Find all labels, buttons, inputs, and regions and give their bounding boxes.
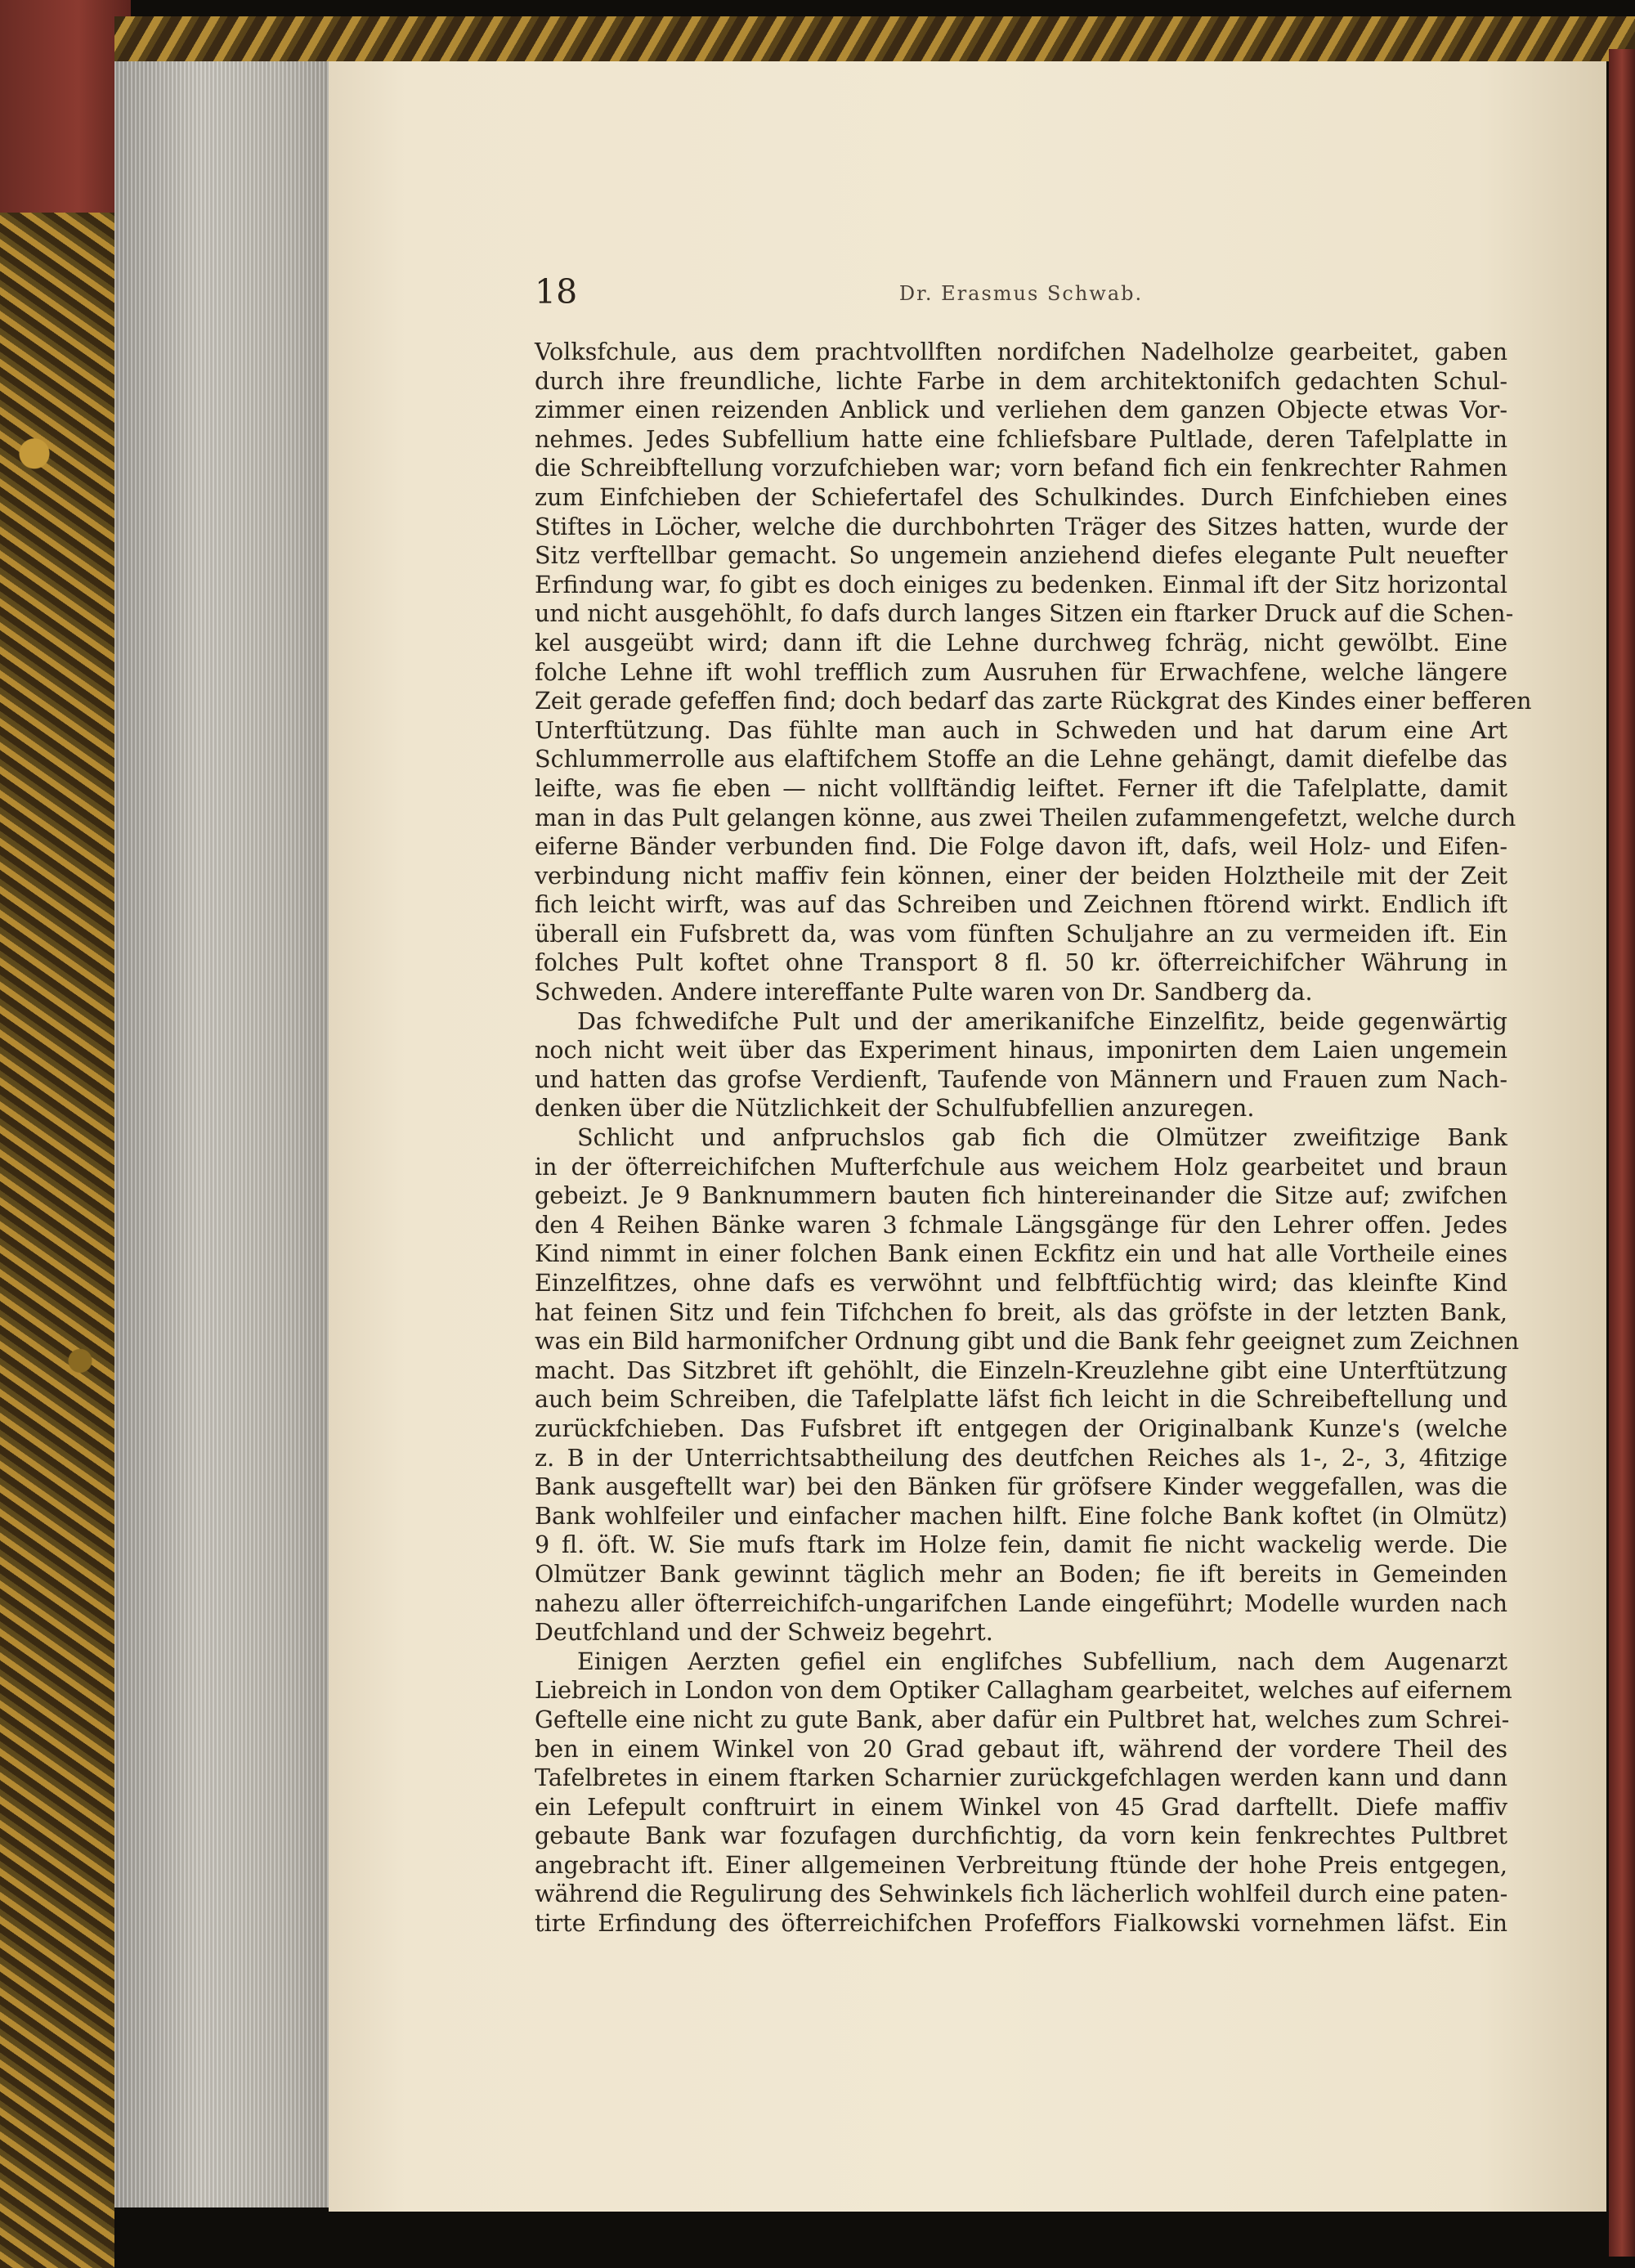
text-line: nahezu aller öfterreichifch-ungarifchen Lande eingeführt; Modelle wurden nach (535, 1589, 1507, 1617)
text-line: verbindung nicht maffiv fein können, einer der beiden Holztheile mit der Zeit (535, 861, 1507, 890)
text-line: Geftelle eine nicht zu gute Bank, aber dafür ein Pultbret hat, welches zum Schrei- (535, 1705, 1510, 1733)
text-line: was ein Bild harmonifcher Ordnung gibt und die Bank fehr geeignet zum Zeichnen (535, 1327, 1520, 1356)
text-line: Sitz verftellbar gemacht. So ungemein anziehend diefes elegante Pult neuefter (535, 541, 1507, 570)
text-line: überall ein Fufsbrett da, was vom fünften Schuljahre an zu vermeiden ift. Ein (535, 919, 1507, 948)
text-line: und nicht ausgehöhlt, fo dafs durch langes Sitzen ein ftarker Druck auf die Schen- (535, 599, 1514, 628)
book-cover-marbled-left (0, 0, 114, 2268)
running-head: Dr. Erasmus Schwab. (898, 282, 1144, 305)
text-line: während die Regulirung des Sehwinkels fich lächerlich wohlfeil durch eine paten- (535, 1880, 1508, 1908)
text-line: Schweden. Andere intereffante Pulte waren von Dr. Sandberg da. (535, 978, 1313, 1006)
page-header (535, 272, 1507, 329)
text-line: 9 fl. öft. W. Sie mufs ftark im Holze fein, damit fie nicht wackelig werde. Die (535, 1531, 1507, 1559)
text-line: gebaute Bank war fozufagen durchfichtig, da vorn kein fenkrechtes Pultbret (535, 1822, 1507, 1850)
text-line: die Schreibftellung vorzufchieben war; vorn befand fich ein fenkrechter Rahmen (535, 454, 1507, 482)
page-edges-stack (114, 61, 329, 2207)
text-line: noch nicht weit über das Experiment hinaus, imponirten dem Laien ungemein (535, 1036, 1507, 1065)
text-line: Stiftes in Löcher, welche die durchbohrten Träger des Sitzes hatten, wurde der (535, 512, 1507, 540)
text-line: ein Lefepult conftruirt in einem Winkel von 45 Grad darftellt. Diefe maffiv (535, 1792, 1507, 1821)
text-line: gebeizt. Je 9 Banknummern bauten fich hintereinander die Sitze auf; zwifchen (535, 1181, 1507, 1210)
text-line: nehmes. Jedes Subfellium hatte eine fchliefsbare Pultlade, deren Tafelplatte in (535, 424, 1507, 453)
text-line: Deutfchland und der Schweiz begehrt. (535, 1618, 993, 1647)
text-line: zimmer einen reizenden Anblick und verliehen dem ganzen Objecte etwas Vor- (535, 396, 1507, 424)
text-line: Olmützer Bank gewinnt täglich mehr an Boden; fie ift bereits in Gemeinden (535, 1559, 1507, 1588)
text-line: Bank wohlfeiler und einfacher machen hilft. Eine folche Bank koftet (in Olmütz) (535, 1501, 1507, 1530)
text-line: Einigen Aerzten gefiel ein englifches Subfellium, nach dem Augenarzt (577, 1647, 1507, 1675)
page-number: 18 (535, 272, 578, 312)
text-line: durch ihre freundliche, lichte Farbe in dem architektonifch gedachten Schul- (535, 366, 1507, 395)
text-line: Liebreich in London von dem Optiker Callagham gearbeitet, welches auf eifernem (535, 1676, 1512, 1705)
text-line: Unterftützung. Das fühlte man auch in Schweden und hat darum eine Art (535, 715, 1507, 744)
text-line: den 4 Reihen Bänke waren 3 fchmale Längsgänge für den Lehrer offen. Jedes (535, 1210, 1507, 1239)
book-cover-right (1609, 49, 1635, 2257)
text-line: Zeit gerade gefeffen find; doch bedarf das zarte Rückgrat des Kindes einer befferen (535, 687, 1532, 715)
text-line: fich leicht wirft, was auf das Schreiben und Zeichnen ftörend wirkt. Endlich ift (535, 890, 1507, 919)
text-line: macht. Das Sitzbret ift gehöhlt, die Einzeln-Kreuzlehne gibt eine Unterftützung (535, 1356, 1507, 1384)
text-line: ben in einem Winkel von 20 Grad gebaut ift, während der vordere Theil des (535, 1734, 1507, 1763)
text-line: Kind nimmt in einer folchen Bank einen Eckfitz ein und hat alle Vortheile eines (535, 1239, 1507, 1268)
text-line: folches Pult koftet ohne Transport 8 fl. 50 kr. öfterreichifcher Währung in (535, 948, 1507, 977)
text-line: Schlicht und anfpruchslos gab fich die Olmützer zweifitzige Bank (577, 1123, 1507, 1152)
body-text (535, 338, 1532, 1939)
text-line: Bank ausgeftellt war) bei den Bänken für gröfsere Kinder weggefallen, was die (535, 1472, 1507, 1501)
text-line: Schlummerrolle aus elaftifchem Stoffe an die Lehne gehängt, damit diefelbe das (535, 745, 1507, 773)
text-line: tirte Erfindung des öfterreichifchen Profeffors Fialkowski vornehmen läfst. Ein (535, 1909, 1507, 1938)
text-line: Volksfchule, aus dem prachtvollften nordifchen Nadelholze gearbeitet, gaben (535, 338, 1507, 365)
text-line: und hatten das grofse Verdienft, Taufende von Männern und Frauen zum Nach- (535, 1065, 1507, 1093)
text-line: man in das Pult gelangen könne, aus zwei Theilen zufammengefetzt, welche durch (535, 803, 1516, 831)
text-line: Tafelbretes in einem ftarken Scharnier zurückgefchlagen werden kann und dann (535, 1764, 1507, 1792)
book-page (329, 61, 1606, 2212)
text-line: kel ausgeübt wird; dann ift die Lehne durchweg fchräg, nicht gewölbt. Eine (535, 628, 1507, 657)
text-line: angebracht ift. Einer allgemeinen Verbreitung ftünde der hohe Preis entgegen, (535, 1850, 1507, 1879)
text-line: zum Einfchieben der Schiefertafel des Schulkindes. Durch Einfchieben eines (535, 482, 1507, 511)
text-line: leifte, was fie eben — nicht vollftändig leiftet. Ferner ift die Tafelplatte, damit (535, 773, 1507, 802)
text-line: zurückfchieben. Das Fufsbret ift entgegen der Originalbank Kunze's (welche (535, 1414, 1507, 1442)
text-line: hat feinen Sitz und fein Tifchchen fo breit, als das gröfste in der letzten Bank, (535, 1298, 1507, 1326)
book-cover-marbled-top (114, 16, 1635, 61)
text-line: folche Lehne ift wohl trefflich zum Ausruhen für Erwachfene, welche längere (535, 657, 1507, 686)
text-line: eiferne Bänder verbunden find. Die Folge davon ift, dafs, weil Holz- und Eifen- (535, 832, 1507, 861)
text-line: z. B in der Unterrichtsabtheilung des deutfchen Reiches als 1-, 2-, 3, 4fitzige (535, 1443, 1507, 1472)
book-cover-corner (0, 0, 131, 213)
text-line: Einzelfitzes, ohne dafs es verwöhnt und felbftfüchtig wird; das kleinfte Kind (535, 1269, 1507, 1297)
text-line: denken über die Nützlichkeit der Schulfubfellien anzuregen. (535, 1094, 1255, 1123)
text-line: Erfindung war, fo gibt es doch einiges zu bedenken. Einmal ift der Sitz horizontal (535, 570, 1507, 598)
text-line: in der öfterreichifchen Mufterfchule aus weichem Holz gearbeitet und braun (535, 1152, 1507, 1181)
text-line: auch beim Schreiben, die Tafelplatte läfst fich leicht in die Schreibeftellung und (535, 1385, 1507, 1414)
text-line: Das fchwedifche Pult und der amerikanifche Einzelfitz, beide gegenwärtig (577, 1006, 1507, 1035)
